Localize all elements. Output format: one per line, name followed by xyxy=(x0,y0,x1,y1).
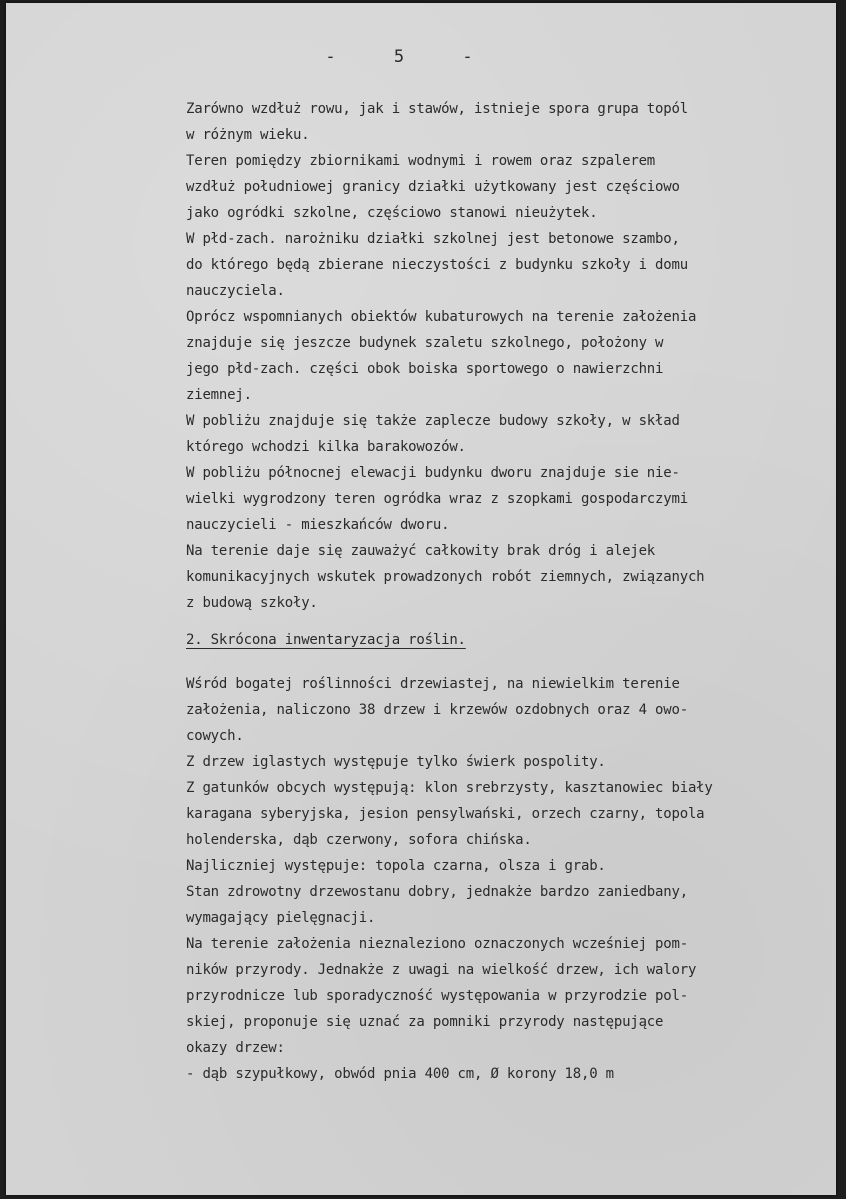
text-line: znajduje się jeszcze budynek szaletu szkolnego, położony w xyxy=(186,335,664,351)
text-line: jego płd-zach. części obok boiska sportowego o nawierzchni xyxy=(186,361,664,377)
text-line: Wśród bogatej roślinności drzewiastej, na niewielkim terenie xyxy=(186,676,680,692)
page-number-dash-left: - xyxy=(325,47,336,67)
text-line: komunikacyjnych wskutek prowadzonych robót ziemnych, związanych xyxy=(186,569,705,585)
document-body xyxy=(186,96,846,1087)
text-line: skiej, proponuje się uznać za pomniki przyrody następujące xyxy=(186,1014,664,1030)
text-line: do którego będą zbierane nieczystości z budynku szkoły i domu xyxy=(186,257,688,273)
text-line: Zarówno wzdłuż rowu, jak i stawów, istnieje spora grupa topól xyxy=(186,101,688,117)
page-number-dash-right: - xyxy=(462,47,473,67)
text-line: W pobliżu znajduje się także zaplecze budowy szkoły, w skład xyxy=(186,413,680,429)
text-line: Stan zdrowotny drzewostanu dobry, jednakże bardzo zaniedbany, xyxy=(186,884,688,900)
text-line: wzdłuż południowej granicy działki użytkowany jest częściowo xyxy=(186,179,680,195)
text-line: ziemnej. xyxy=(186,387,252,403)
text-line: założenia, naliczono 38 drzew i krzewów ozdobnych oraz 4 owo- xyxy=(186,702,688,718)
page-number: 5 xyxy=(393,47,405,67)
text-line: Na terenie założenia nieznaleziono oznaczonych wcześniej pom- xyxy=(186,936,688,952)
text-line: którego wchodzi kilka barakowozów. xyxy=(186,439,466,455)
text-line: Oprócz wspomnianych obiektów kubaturowych na terenie założenia xyxy=(186,309,697,325)
text-line: wielki wygrodzony teren ogródka wraz z szopkami gospodarczymi xyxy=(186,491,688,507)
text-line: holenderska, dąb czerwony, sofora chińska. xyxy=(186,832,532,848)
text-line: w różnym wieku. xyxy=(186,127,310,143)
text-line: - dąb szypułkowy, obwód pnia 400 cm, Ø korony 18,0 m xyxy=(186,1066,614,1082)
text-line: W płd-zach. narożniku działki szkolnej jest betonowe szambo, xyxy=(186,231,680,247)
text-line: okazy drzew: xyxy=(186,1040,285,1056)
section-heading: 2. Skrócona inwentaryzacja roślin. xyxy=(186,632,466,648)
text-line: przyrodnicze lub sporadyczność występowania w przyrodzie pol- xyxy=(186,988,688,1004)
text-line: Z drzew iglastych występuje tylko świerk pospolity. xyxy=(186,754,606,770)
text-line: z budową szkoły. xyxy=(186,595,318,611)
text-line: W pobliżu północnej elewacji budynku dworu znajduje sie nie- xyxy=(186,465,680,481)
text-line: Teren pomiędzy zbiornikami wodnymi i rowem oraz szpalerem xyxy=(186,153,656,169)
text-line: nauczycieli - mieszkańców dworu. xyxy=(186,517,450,533)
text-line: Z gatunków obcych występują: klon srebrzysty, kasztanowiec biały xyxy=(186,780,713,796)
text-line: nauczyciela. xyxy=(186,283,285,299)
text-line: Najliczniej występuje: topola czarna, olsza i grab. xyxy=(186,858,606,874)
page-number-row xyxy=(0,47,822,67)
text-line: ników przyrody. Jednakże z uwagi na wielkość drzew, ich walory xyxy=(186,962,697,978)
text-line: karagana syberyjska, jesion pensylwański, orzech czarny, topola xyxy=(186,806,705,822)
text-line: wymagający pielęgnacji. xyxy=(186,910,376,926)
text-line: cowych. xyxy=(186,728,244,744)
text-line: jako ogródki szkolne, częściowo stanowi nieużytek. xyxy=(186,205,598,221)
text-line: Na terenie daje się zauważyć całkowity brak dróg i alejek xyxy=(186,543,656,559)
